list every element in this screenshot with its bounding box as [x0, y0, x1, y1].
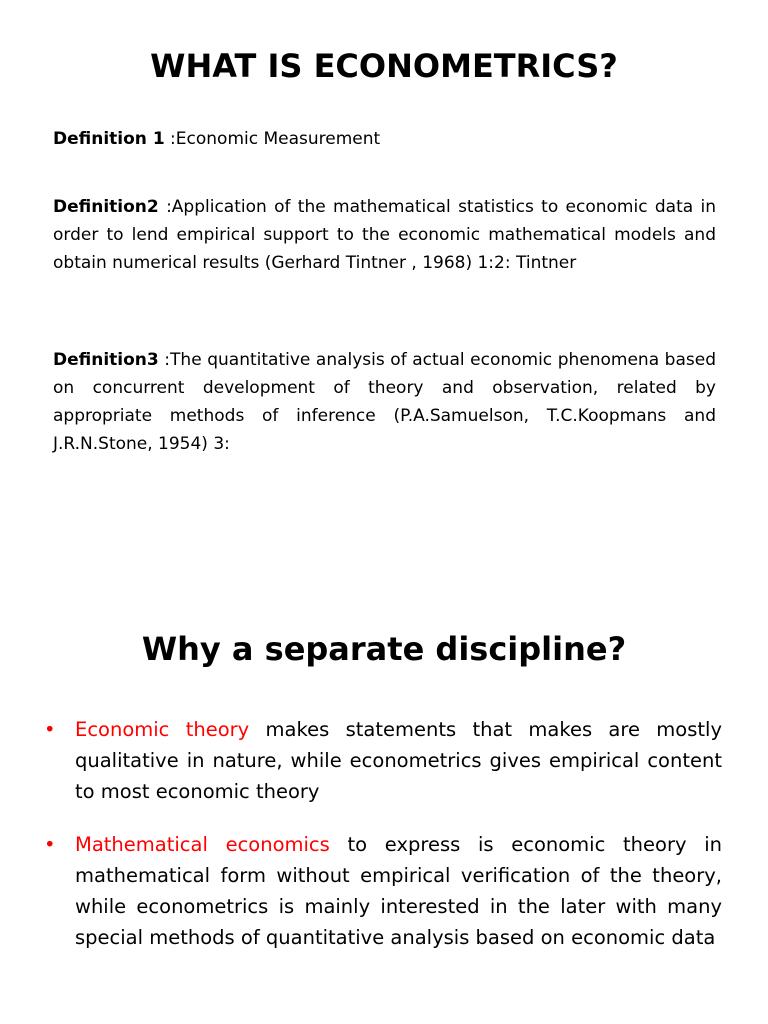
bullet-dot-icon: • [44, 833, 56, 856]
definition-3 [53, 346, 716, 458]
bullet-list [44, 714, 722, 953]
bullet-highlight: Mathematical economics [75, 833, 330, 856]
bullet-highlight: Economic theory [75, 718, 250, 741]
definition-1-label: Definition 1 [53, 129, 165, 149]
definition-2-label: Definition2 [53, 197, 159, 217]
definition-3-text: :The quantitative analysis of actual economic phenomena based on concurrent development of theory and observation, related by appropriate methods of inference (P.A.Samuelson, T.C.Koopmans and J.R.N.Stone, 1954) 3: [53, 350, 716, 454]
slide-2-title: Why a separate discipline? [141, 630, 627, 668]
definition-1 [53, 125, 716, 153]
slide-2 [0, 512, 768, 1024]
definition-2 [53, 193, 716, 277]
bullet-dot-icon: • [44, 718, 56, 741]
definition-1-text: :Economic Measurement [164, 129, 381, 149]
slide-1-title: WHAT IS ECONOMETRICS? [150, 47, 618, 85]
definition-2-text: :Application of the mathematical statistics to economic data in order to lend empirical support to the economic mathematical models and obtain numerical results (Gerhard Tintner , 1968) 1:2: Tintner [53, 197, 716, 273]
definition-3-label: Definition3 [53, 350, 159, 370]
bullet-text: makes statements that makes are mostly qualitative in nature, while econometrics gives empirical content to most economic theory [75, 718, 722, 803]
bullet-text: to express is economic theory in mathematical form without empirical verification of the theory, while econometrics is mainly interested in the later with many special methods of quantitative analysis based on economic data [75, 833, 722, 949]
bullet-item [44, 714, 722, 807]
bullet-item [44, 829, 722, 953]
